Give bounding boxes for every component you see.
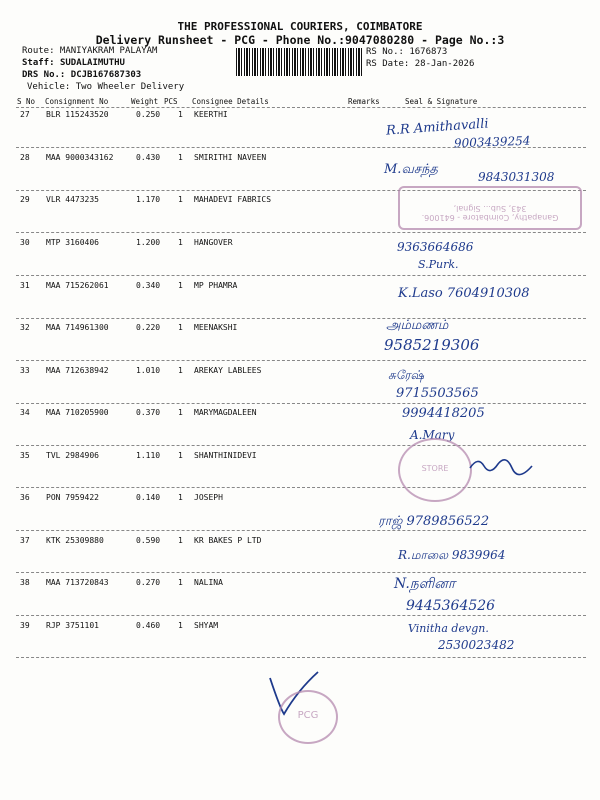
pieces: 1 [178, 110, 183, 119]
signature-30-phone: 9363664686 [397, 240, 474, 254]
consignment-no: TVL 2984906 [46, 451, 99, 460]
row-divider [16, 360, 586, 361]
runsheet-title: Delivery Runsheet - PCG - Phone No.:9047080280 - Page No.:3 [95, 33, 505, 47]
drs-label: DRS No.: [22, 70, 66, 80]
weight: 1.170 [136, 195, 161, 204]
signature-27-phone: 9003439254 [453, 133, 531, 151]
consignment-no: MAA 715262061 [46, 281, 109, 290]
row-sno: 33 [20, 366, 30, 375]
col-pcs: PCS [164, 97, 178, 106]
table-row [0, 238, 600, 258]
table-row [0, 536, 600, 556]
signature-33-name: சுரேஷ் [388, 368, 424, 382]
stamp-text-bottom: PCG [297, 710, 319, 721]
row-divider [16, 657, 586, 658]
rs-no: RS No.: 1676873 [366, 47, 448, 57]
row-sno: 31 [20, 281, 30, 290]
weight: 0.590 [136, 536, 161, 545]
col-consignee: Consignee Details [192, 97, 269, 106]
weight: 1.010 [136, 366, 161, 375]
pieces: 1 [178, 493, 183, 502]
weight: 0.250 [136, 110, 161, 119]
pieces: 1 [178, 153, 183, 162]
barcode [236, 48, 362, 76]
drs-line [22, 70, 141, 80]
row-sno: 27 [20, 110, 30, 119]
signature-30-name: S.Purk. [418, 258, 459, 271]
consignment-no: BLR 115243520 [46, 110, 109, 119]
weight: 0.220 [136, 323, 161, 332]
weight: 0.270 [136, 578, 161, 587]
row-divider [16, 487, 586, 488]
stamp-text-35: STORE [421, 464, 449, 473]
consignee-name: KEERTHI [194, 110, 228, 119]
rs-date: RS Date: 28-Jan-2026 [366, 59, 475, 69]
signature-39-phone: 2530023482 [438, 638, 515, 652]
pieces: 1 [178, 536, 183, 545]
consignment-no: MAA 713720843 [46, 578, 109, 587]
col-sno: S No [17, 97, 36, 106]
pieces: 1 [178, 195, 183, 204]
signature-36: ராஜ் 9789856522 [378, 514, 490, 529]
staff-line [22, 58, 125, 68]
pieces: 1 [178, 621, 183, 630]
consignment-no: MTP 3160406 [46, 238, 99, 247]
consignee-name: MARYMAGDALEEN [194, 408, 257, 417]
row-sno: 36 [20, 493, 30, 502]
consignment-no: VLR 4473235 [46, 195, 99, 204]
stamp-text-29b: 343, Sub... Signal, [453, 204, 527, 213]
consignee-name: MP PHAMRA [194, 281, 238, 290]
signature-32-phone: 9585219306 [384, 336, 480, 354]
row-sno: 29 [20, 195, 30, 204]
signature-32-name: அம்மணம் [386, 318, 449, 333]
table-row [0, 578, 600, 598]
row-sno: 28 [20, 153, 30, 162]
pieces: 1 [178, 281, 183, 290]
signature-38-phone: 9445364526 [406, 598, 496, 614]
signature-35-scrawl [468, 452, 534, 476]
table-row [0, 366, 600, 386]
consignee-name: SMIRITHI NAVEEN [194, 153, 267, 162]
pieces: 1 [178, 408, 183, 417]
signature-33-phone: 9715503565 [396, 386, 479, 401]
seal-stamp-bottom [278, 690, 338, 744]
row-sno: 30 [20, 238, 30, 247]
table-row [0, 110, 600, 130]
consignment-no: MAA 710205900 [46, 408, 109, 417]
pieces: 1 [178, 366, 183, 375]
row-divider [16, 445, 586, 446]
signature-39-name: Vinitha devgn. [408, 622, 489, 635]
consignee-name: MAHADEVI FABRICS [194, 195, 272, 204]
consignment-no: MAA 712638942 [46, 366, 109, 375]
signature-31: K.Laso 7604910308 [398, 286, 530, 301]
signature-28-name: M.வசந்த [384, 162, 438, 177]
row-divider [16, 403, 586, 404]
consignee-name: KR BAKES P LTD [194, 536, 262, 545]
vehicle-text: Vehicle: Two Wheeler Delivery [27, 82, 185, 92]
table-row [0, 323, 600, 343]
weight: 1.200 [136, 238, 161, 247]
weight: 0.460 [136, 621, 161, 630]
row-divider [16, 107, 586, 108]
signature-27-name: R.R Amithavalli [385, 116, 490, 139]
signature-34-name: A.Mary [410, 428, 455, 442]
pieces: 1 [178, 578, 183, 587]
route-text: Route: MANIYAKRAM PALAYAM [22, 46, 158, 56]
consignee-name: MEENAKSHI [194, 323, 238, 332]
col-remarks: Remarks [348, 97, 380, 106]
row-sno: 32 [20, 323, 30, 332]
stamp-text-29a: Ganapathy, Coimbatore - 641006. [421, 213, 559, 222]
row-divider [16, 232, 586, 233]
staff-value: SUDALAIMUTHU [59, 58, 125, 68]
pieces: 1 [178, 238, 183, 247]
row-sno: 35 [20, 451, 30, 460]
col-seal: Seal & Signature [405, 97, 478, 106]
table-row [0, 408, 600, 428]
row-sno: 34 [20, 408, 30, 417]
signature-34-phone: 9994418205 [402, 406, 485, 421]
row-sno: 39 [20, 621, 30, 630]
signature-28-phone: 9843031308 [478, 170, 555, 184]
consignment-no: KTK 25309880 [46, 536, 104, 545]
weight: 0.340 [136, 281, 161, 290]
drs-value: DCJB167687303 [70, 70, 142, 80]
signature-37: R.மாலை 9839964 [398, 548, 506, 562]
weight: 0.370 [136, 408, 161, 417]
consignee-name: SHYAM [194, 621, 219, 630]
consignee-name: JOSEPH [194, 493, 223, 502]
col-weight: Weight [131, 97, 159, 106]
weight: 0.430 [136, 153, 161, 162]
weight: 1.110 [136, 451, 161, 460]
consignment-no: PON 7959422 [46, 493, 99, 502]
consignment-no: MAA 714961300 [46, 323, 109, 332]
pieces: 1 [178, 451, 183, 460]
staff-label: Staff: [22, 58, 55, 68]
company-title: THE PROFESSIONAL COURIERS, COIMBATORE [177, 20, 423, 33]
row-divider [16, 318, 586, 319]
row-divider [16, 615, 586, 616]
seal-stamp-35 [398, 438, 472, 502]
row-sno: 38 [20, 578, 30, 587]
pieces: 1 [178, 323, 183, 332]
consignee-name: AREKAY LABLEES [194, 366, 262, 375]
row-sno: 37 [20, 536, 30, 545]
consignment-no: MAA 9000343162 [46, 153, 114, 162]
row-divider [16, 530, 586, 531]
row-divider [16, 572, 586, 573]
table-row [0, 493, 600, 513]
consignee-name: HANGOVER [194, 238, 233, 247]
col-consignment: Consignment No [45, 97, 109, 106]
seal-stamp-29 [398, 186, 582, 230]
weight: 0.140 [136, 493, 161, 502]
consignment-no: RJP 3751101 [46, 621, 99, 630]
row-divider [16, 275, 586, 276]
consignee-name: SHANTHINIDEVI [194, 451, 257, 460]
signature-38-name: N.நளினா [394, 576, 456, 592]
consignee-name: NALINA [194, 578, 223, 587]
